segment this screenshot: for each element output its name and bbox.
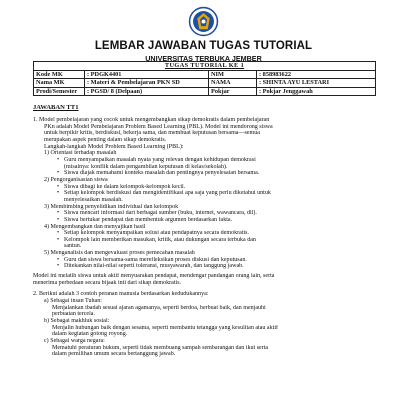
q1-closing-line: Model ini melatih siswa untuk aktif menyuarakan pendapat, mendengar pandangan orang lain, serta (33, 273, 275, 280)
bullet-icon: • (57, 256, 60, 263)
step-title: 1) Orientasi terhadap masalah (44, 150, 117, 157)
bullet-continuation: (misalnya: konflik dalam pengambilan keputusan di kelas/sekolah). (64, 163, 228, 170)
bullet-icon: • (57, 216, 60, 223)
q1-paragraph-line: untuk berpikir kritis, berdiskusi, bekerja sama, dan membuat keputusan bersama—semua (44, 130, 260, 137)
q1-paragraph-line: 1. Model pembelajaran yang cocok untuk mengembangkan sikap demokratis dalam pembelajaran (33, 117, 270, 123)
bullet-icon: • (57, 230, 60, 237)
info-row-course-name (34, 79, 376, 88)
bullet-icon: • (57, 156, 60, 163)
step-title: 3) Membimbing penyelidikan individual dan kelompok (44, 203, 179, 210)
role-description: perbuatan tercela. (52, 311, 95, 318)
bullet-icon: • (57, 170, 60, 177)
bullet-item: • Guru dan siswa bersama-sama merefleksikan proses diskusi dan keputusan. (57, 256, 247, 263)
role-description: dalam kegiatan gotong royong. (52, 331, 128, 338)
step-title: 2) Pengorganisasian siswa (44, 176, 108, 183)
bullet-item: • Siswa diajak memahami konteks masalah dan pentingnya penyelesaian bersama. (57, 170, 260, 177)
bullet-item: • Setiap kelompok berdiskusi dan mengidentifikasi apa saja yang perlu diketahui untuk (57, 190, 271, 197)
value-name: : SHINTA AYU LESTARI (257, 79, 376, 88)
value-course-code: : PDGK4401 (85, 70, 209, 79)
answer-heading: JAWABAN TT1 (33, 104, 79, 111)
bullet-item: • Siswa mencari informasi dari berbagai sumber (buku, internet, wawancara, dll). (57, 210, 257, 217)
info-row-program (34, 87, 376, 96)
role-title: a) Sebagai insan Tuhan: (44, 298, 102, 305)
role-description: Menjalin hubungan baik dengan sesama, seperti membantu tetangga yang kesulitan atau aktif (52, 324, 279, 331)
q2-intro: 2. Berikut adalah 3 contoh peranan manusia berdasarkan kedudukannya: (33, 291, 209, 298)
role-description: Menjalankan ibadah sesuai ajaran agamanya, seperti berdoa, berbuat baik, dan menjauhi (52, 304, 266, 311)
q1-closing-line: menerima perbedaan secara bijaak inti dari sikap demokratis. (33, 279, 182, 286)
role-title: c) Sebagai warga negara: (44, 338, 105, 344)
bullet-icon: • (57, 210, 60, 217)
sheet-title: LEMBAR JAWABAN TUGAS TUTORIAL (94, 40, 313, 52)
assignment-heading: TUGAS TUTORIAL KE 1 (34, 62, 376, 71)
bullet-item: • Kelompok lain memberikan masukan, kritik, atau dukungan secara terbuka dan (57, 236, 256, 243)
q1-paragraph-line: merupakan aspek penting dalam sikap demokratis. (44, 136, 167, 143)
role-description: Mematuhi peraturan hukum, seperti tidak membuang sampah sembarangan dan ikut serta (52, 344, 269, 351)
label-program: Prodi/Semester (34, 87, 85, 96)
step-title: 4) Mengembangkan dan menyajikan hasil (44, 223, 146, 230)
bullet-item: • Siswa dibagi ke dalam kelompok-kelompok kecil. (57, 183, 186, 190)
bullet-icon: • (57, 236, 60, 243)
bullet-item: • Siswa bertukar pendapat dan membentuk argumen berdasarkan fakta. (57, 216, 233, 223)
label-name: NAMA (209, 79, 257, 88)
label-course-name: Nama MK (34, 79, 85, 88)
bullet-icon: • (57, 183, 60, 190)
label-nim: NIM (209, 70, 257, 79)
bullet-item: • Setiap kelompok menyampaikan solusi atau pendapatnya secara demokratis. (57, 230, 250, 237)
label-course-code: Kode MK (34, 70, 85, 79)
student-info-table (33, 61, 376, 96)
value-course-name: : Materi & Pembelajaran PKN SD (85, 79, 209, 88)
steps-intro: Langkah-langkah Model Problem Based Learning (PBL): (44, 143, 184, 150)
university-emblem-icon (188, 6, 219, 37)
bullet-item: • Guru menyampaikan masalah nyata yang relevan dengan kehidupan demokrasi (57, 156, 256, 163)
university-name: UNIVERSITAS TERBUKA JEMBER (145, 54, 262, 63)
step-title: 5) Menganalisis dan mengevaluasi proses pemecahan masalah (44, 250, 195, 257)
info-heading-row (34, 62, 376, 71)
bullet-icon: • (57, 190, 60, 197)
info-row-course-code (34, 70, 376, 79)
bullet-icon: • (57, 263, 60, 270)
role-description: dalam pemilihan umum secara bertanggung jawab. (52, 351, 176, 358)
role-title: b) Sebagai makhluk sosial: (44, 318, 110, 325)
value-program: : PGSD/ 8 (Delpaan) (85, 87, 209, 96)
label-pokjar: Pokjar (209, 87, 257, 96)
bullet-continuation: santun. (64, 243, 82, 250)
answer-body (33, 117, 375, 358)
value-nim: : 858983622 (257, 70, 376, 79)
bullet-item: • Ditekankan nilai-nilai seperti toleransi, musyawarah, dan tanggung jawab. (57, 263, 244, 270)
value-pokjar: : Pokjar Jenggawah (257, 87, 376, 96)
bullet-continuation: menyelesaikan masalah. (64, 196, 123, 203)
q1-paragraph-line: PKn adalah Model Pembelajaran Problem Based Learning (PBL). Model ini mendorong siswa (44, 123, 273, 130)
